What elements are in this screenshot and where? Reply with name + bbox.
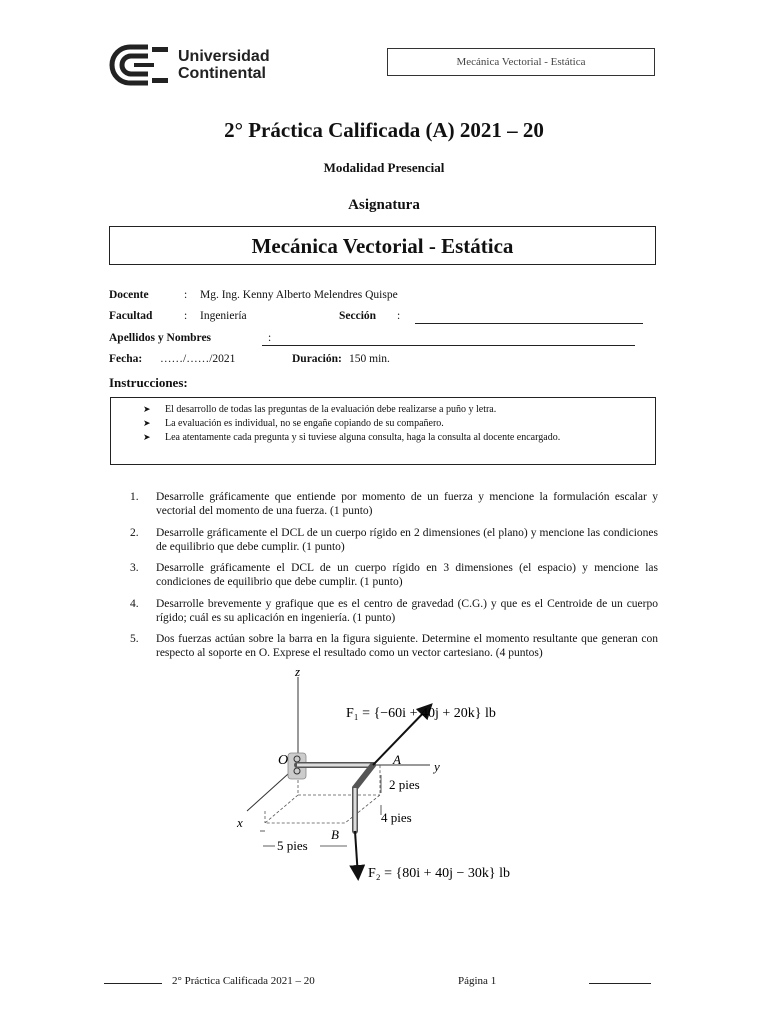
- question-5: [130, 632, 658, 660]
- header-course-box: Mecánica Vectorial - Estática: [387, 48, 655, 76]
- asignatura-box: Mecánica Vectorial - Estática: [109, 226, 656, 265]
- logo-line1: Universidad: [178, 48, 270, 65]
- apellidos-blank-line[interactable]: [262, 345, 635, 346]
- label-f1: F₁ = {−60i + 40j + 20k} lb: [346, 706, 496, 721]
- apellidos-colon: :: [268, 332, 272, 344]
- label-z: z: [295, 664, 301, 679]
- fecha-value: ……/……/2021: [160, 353, 236, 365]
- label-b: B: [331, 827, 339, 842]
- question-4: [130, 597, 658, 625]
- duracion-value: 150 min.: [349, 353, 390, 365]
- modalidad: Modalidad Presencial: [323, 160, 445, 175]
- label-4-pies: 4 pies: [381, 810, 412, 825]
- force-f2-arrow: [355, 831, 358, 877]
- label-a: A: [393, 752, 401, 767]
- question-text: Desarrolle brevemente y grafique que es el centro de gravedad (C.G.) y que es el Centroide de un cuerpo rígido; cuál es su aplicación en ingeniería. (1 punto): [156, 598, 658, 624]
- instruction-text: El desarrollo de todas las preguntas de la evaluación debe realizarse a puño y letra.: [165, 404, 497, 415]
- force-diagram: [225, 663, 555, 893]
- question-number: 3.: [130, 562, 139, 574]
- logo-line2: Continental: [178, 65, 266, 82]
- university-logo: [108, 42, 288, 88]
- label-5-pies: 5 pies: [277, 838, 308, 853]
- arrow-bullet-icon: ➤: [143, 405, 151, 415]
- seccion-label: Sección: [339, 310, 377, 322]
- label-f2: F₂ = {80i + 40j − 30k} lb: [368, 866, 510, 881]
- label-x: x: [237, 815, 243, 830]
- arrow-bullet-icon: ➤: [143, 419, 151, 429]
- facultad-label: Facultad: [109, 310, 153, 322]
- footer-left-text: 2° Práctica Calificada 2021 – 20: [172, 975, 315, 987]
- question-number: 2.: [130, 527, 139, 539]
- exam-title: 2° Práctica Calificada (A) 2021 – 20: [224, 118, 544, 142]
- question-text: Desarrolle gráficamente el DCL de un cuerpo rígido en 3 dimensiones (el espacio) y mencione las condiciones de equilibrio que debe cumplir. (1 punto): [156, 562, 658, 588]
- question-text: Desarrolle gráficamente el DCL de un cuerpo rígido en 2 dimensiones (el plano) y mencione las condiciones de equilibrio que debe cumplir. (1 punto): [156, 527, 658, 553]
- instruction-item: [143, 417, 655, 431]
- seccion-colon: :: [397, 310, 401, 322]
- label-2-pies: 2 pies: [389, 777, 420, 792]
- question-2: [130, 526, 658, 554]
- question-text: Desarrolle gráficamente que entiende por momento de un fuerza y mencione la formulación escalar y vectorial del momento de una fuerza. (1 punto): [156, 491, 658, 517]
- question-number: 1.: [130, 491, 139, 503]
- label-o: O: [278, 753, 289, 768]
- footer-rule-left: [104, 983, 162, 984]
- docente-value: Mg. Ing. Kenny Alberto Melendres Quispe: [200, 289, 398, 301]
- footer-page-number: Página 1: [458, 975, 497, 987]
- footer-rule-right: [589, 983, 651, 984]
- asignatura-label: Asignatura: [348, 197, 420, 213]
- arrow-bullet-icon: ➤: [143, 433, 151, 443]
- instrucciones-heading: Instrucciones:: [109, 375, 188, 390]
- label-y: y: [434, 759, 440, 774]
- instrucciones-box: [110, 397, 656, 465]
- bar-a-down: [355, 765, 373, 788]
- docente-label: Docente: [109, 289, 149, 301]
- question-number: 4.: [130, 598, 139, 610]
- question-text: Dos fuerzas actúan sobre la barra en la figura siguiente. Determine el momento resultante que generan con respecto al soporte en O. Exprese el resultado como un vector cartesiano. (4 puntos): [156, 633, 658, 659]
- question-1: [130, 490, 658, 518]
- logo-wordmark: [178, 48, 270, 82]
- fecha-label: Fecha:: [109, 353, 143, 365]
- docente-colon: :: [184, 289, 188, 301]
- facultad-value: Ingeniería: [200, 310, 247, 322]
- facultad-colon: :: [184, 310, 188, 322]
- question-number: 5.: [130, 633, 139, 645]
- question-3: [130, 561, 658, 589]
- instruction-item: [143, 403, 655, 417]
- instruction-item: [143, 431, 655, 445]
- continental-logo-icon: [108, 43, 170, 87]
- seccion-blank-line[interactable]: [415, 323, 643, 324]
- apellidos-label: Apellidos y Nombres: [109, 332, 212, 344]
- duracion-label: Duración:: [292, 353, 342, 365]
- instruction-text: La evaluación es individual, no se engañe copiando de su compañero.: [165, 418, 444, 429]
- instruction-text: Lea atentamente cada pregunta y si tuviese alguna consulta, haga la consulta al docente encargado.: [165, 432, 561, 443]
